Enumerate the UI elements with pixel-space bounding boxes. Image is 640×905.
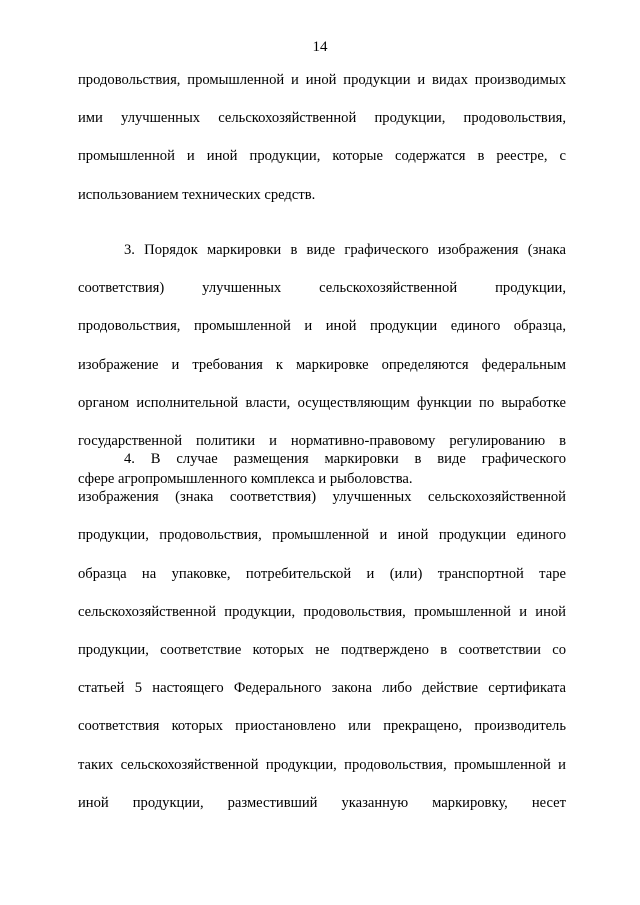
text-line: статьей 5 настоящего Федерального закона либо действие сертификата [78, 680, 566, 697]
text-line: изображение и требования к маркировке определяются федеральным [78, 356, 566, 373]
text-line: образца на упаковке, потребительской и (или) транспортной таре [78, 565, 566, 582]
page-number: 14 [312, 39, 328, 55]
text-line: продукции, продовольствия, промышленной и иной продукции единого [78, 527, 566, 544]
text-line: таких сельскохозяйственной продукции, продовольствия, промышленной и [78, 756, 566, 773]
text-line: использованием технических средств. [78, 186, 316, 203]
text-line: изображения (знака соответствия) улучшенных сельскохозяйственной [78, 489, 566, 506]
text-line: соответствия) улучшенных сельскохозяйственной продукции, [78, 280, 566, 297]
text-line: сельскохозяйственной продукции, продовольствия, промышленной и иной [78, 603, 566, 620]
text-line: сфере агропромышленного комплекса и рыболовства. [78, 471, 413, 488]
text-line: иной продукции, разместивший указанную маркировку, несет [78, 794, 566, 811]
text-line: ими улучшенных сельскохозяйственной продукции, продовольствия, [78, 110, 566, 127]
text-line: продовольствия, промышленной и иной продукции и видах производимых [78, 72, 566, 88]
text-line: соответствия которых приостановлено или прекращено, производитель [78, 718, 566, 735]
paragraph-continuation [78, 70, 566, 223]
text-line: государственной политики и нормативно-правовому регулированию в [78, 432, 566, 449]
text-line: продукции, соответствие которых не подтверждено в соответствии со [78, 641, 566, 658]
text-line: 3. Порядок маркировки в виде графического изображения (знака [124, 242, 566, 258]
paragraph-item-4 [78, 449, 566, 831]
text-line: 4. В случае размещения маркировки в виде графического [124, 451, 566, 467]
text-line: органом исполнительной власти, осуществляющим функции по выработке [78, 394, 566, 411]
text-line: продовольствия, промышленной и иной продукции единого образца, [78, 318, 566, 335]
text-line: промышленной и иной продукции, которые содержатся в реестре, с [78, 148, 566, 165]
